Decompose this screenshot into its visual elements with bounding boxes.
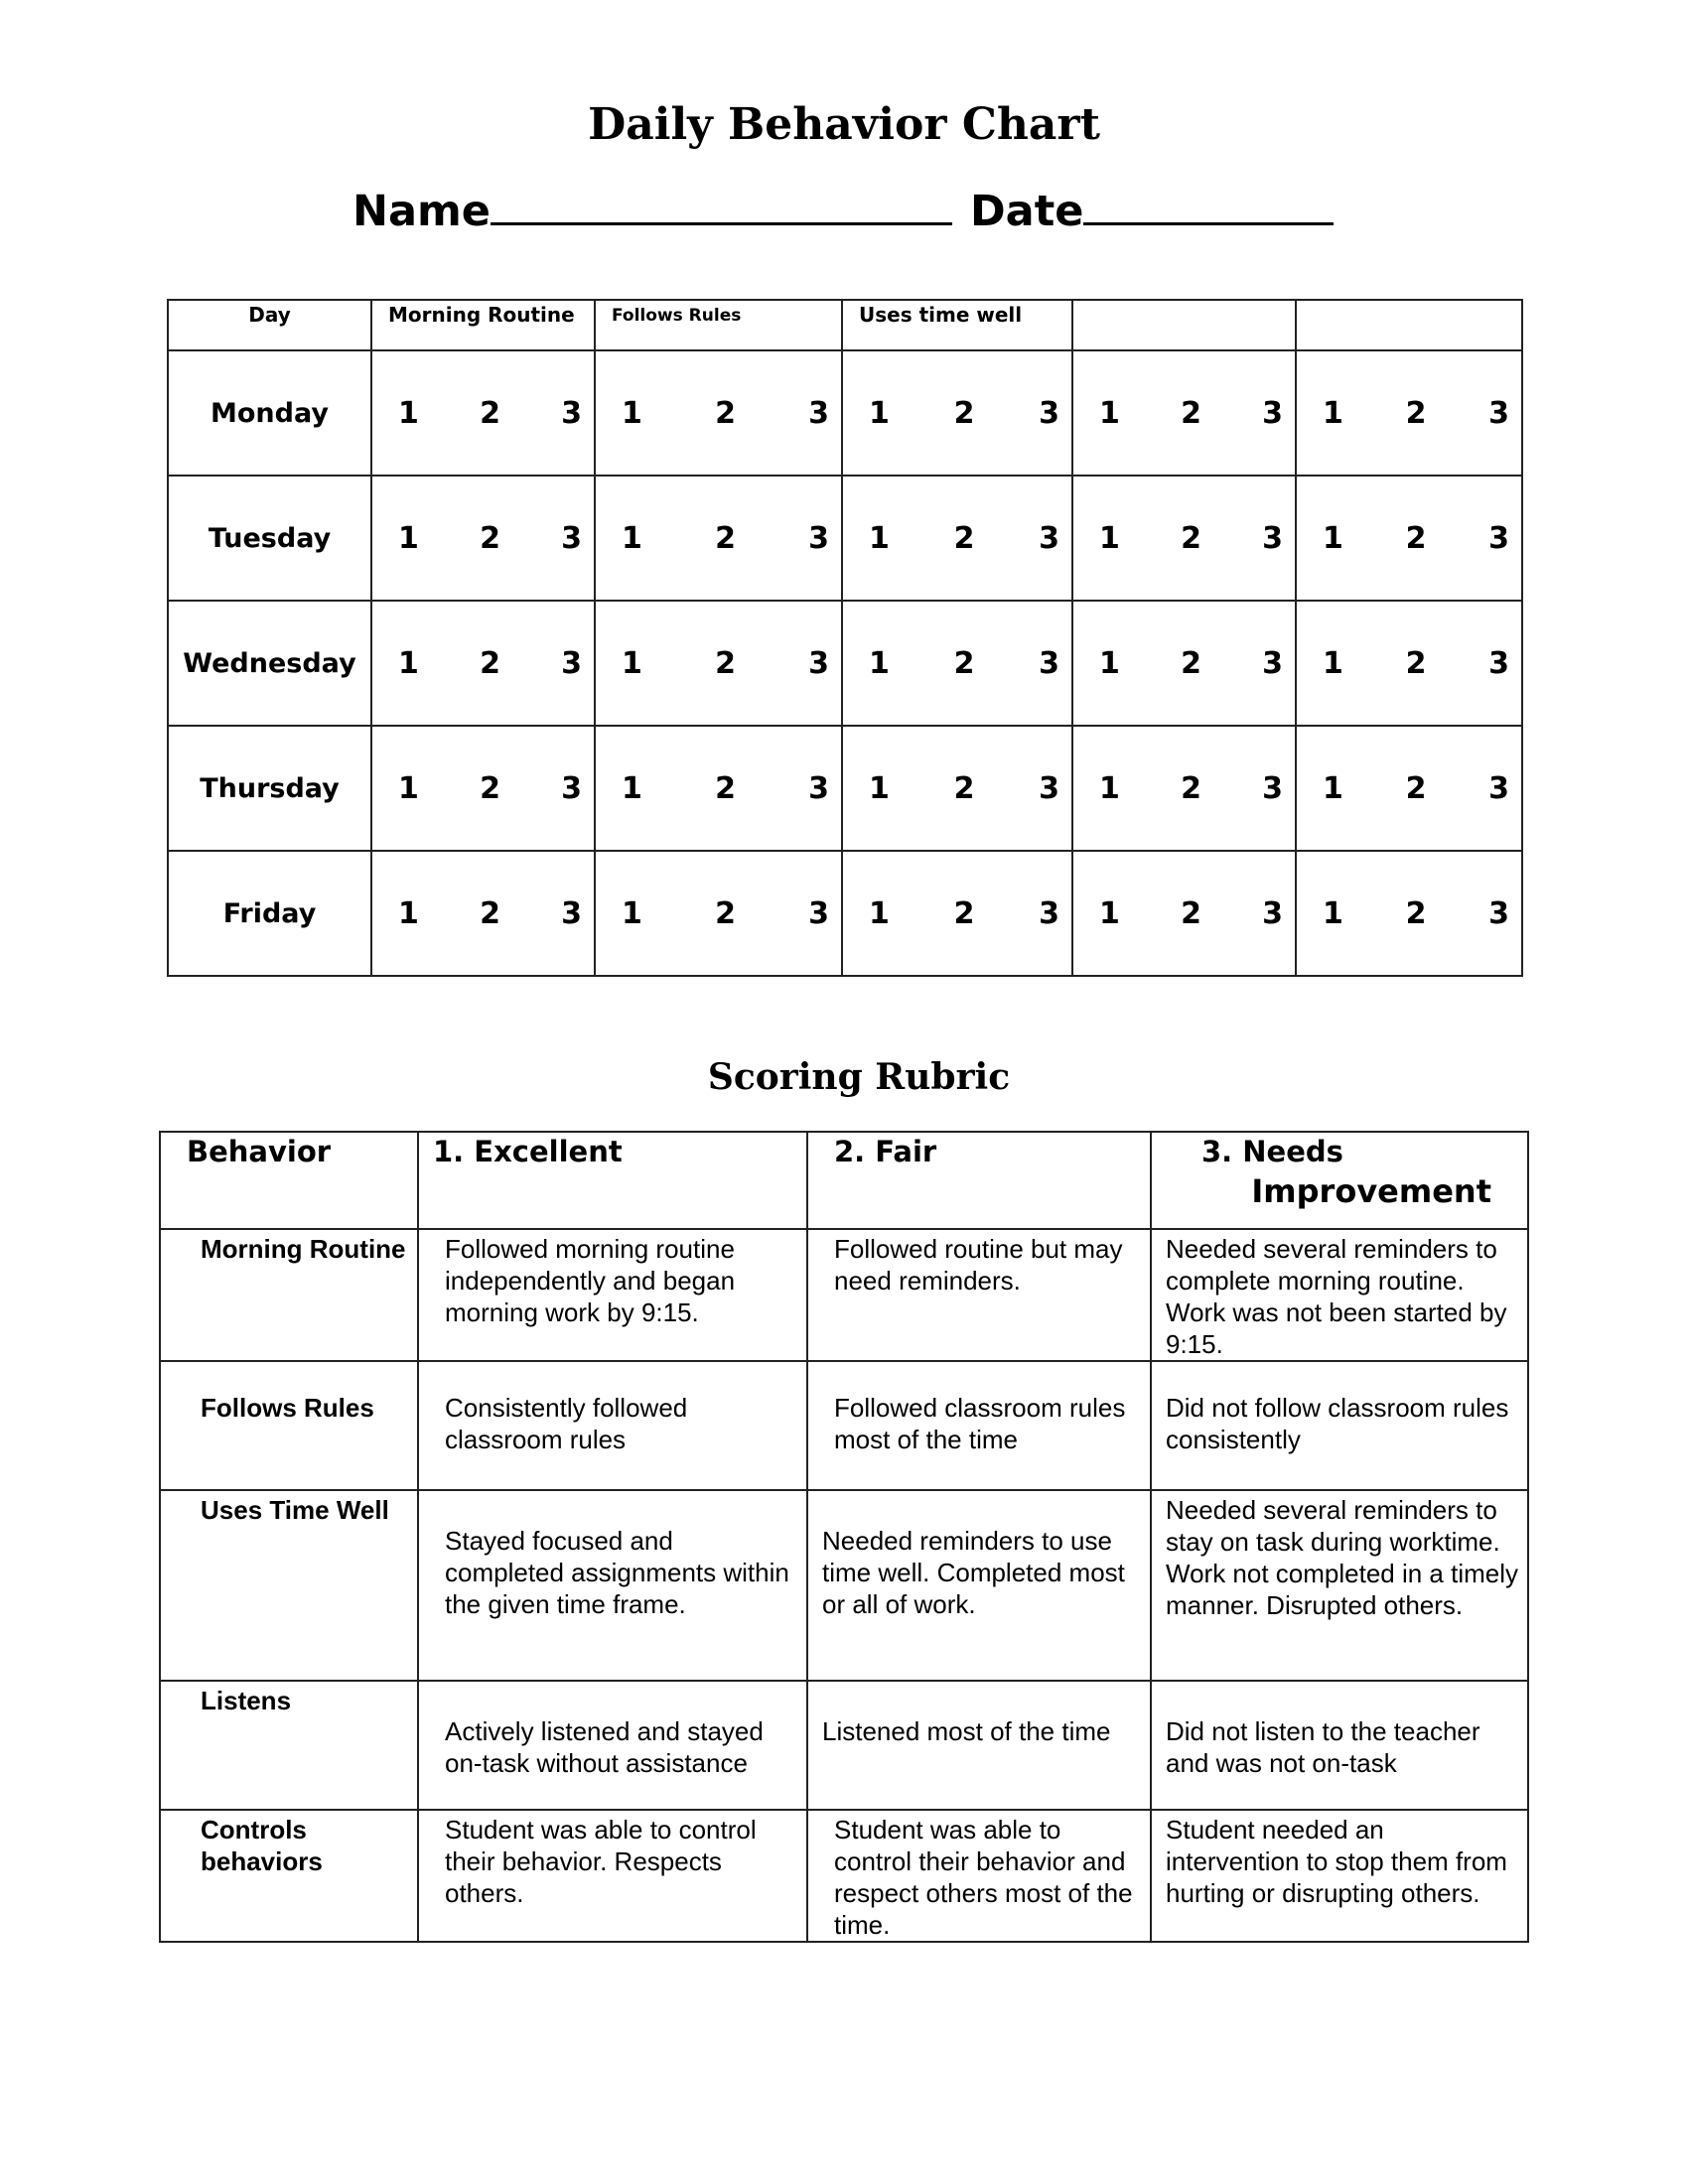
score-option[interactable]: 2: [1181, 395, 1201, 431]
score-option[interactable]: 2: [1405, 520, 1427, 556]
header-day: Day: [168, 300, 371, 350]
score-cell: [1072, 851, 1296, 976]
score-option[interactable]: 2: [715, 520, 736, 556]
score-option[interactable]: 1: [1099, 770, 1120, 806]
score-cell: [595, 601, 842, 726]
score-option[interactable]: 3: [1039, 645, 1059, 681]
rubric-needs: Student needed an intervention to stop them from hurting or disrupting others.: [1151, 1810, 1528, 1942]
score-cell: [842, 601, 1072, 726]
rubric-needs: Needed several reminders to complete morning routine. Work was not been started by 9:15.: [1151, 1229, 1528, 1361]
score-option[interactable]: 1: [622, 895, 642, 931]
score-option[interactable]: 2: [953, 645, 975, 681]
score-option[interactable]: 3: [1488, 395, 1509, 431]
behavior-chart: [167, 299, 1523, 977]
rubric-fair: Listened most of the time: [807, 1681, 1151, 1810]
score-cell: [595, 476, 842, 601]
rubric-needs: Did not follow classroom rules consistently: [1151, 1361, 1528, 1490]
score-option[interactable]: 1: [1099, 395, 1120, 431]
rubric-row: [160, 1229, 1528, 1361]
rubric-fair: Needed reminders to use time well. Completed most or all of work.: [807, 1490, 1151, 1681]
score-option[interactable]: 2: [715, 895, 736, 931]
rubric-title: Scoring Rubric: [707, 1056, 1011, 1098]
name-date-line: [352, 179, 1334, 236]
score-option[interactable]: 2: [480, 645, 500, 681]
score-cell: [371, 476, 595, 601]
rubric-behavior: Listens: [160, 1681, 418, 1810]
score-cell: [1072, 726, 1296, 851]
score-option[interactable]: 1: [869, 645, 890, 681]
score-option[interactable]: 1: [869, 770, 890, 806]
score-option[interactable]: 1: [1099, 895, 1120, 931]
score-option[interactable]: 1: [398, 895, 419, 931]
day-label: Thursday: [168, 726, 371, 851]
score-option[interactable]: 1: [1099, 645, 1120, 681]
score-cell: [371, 726, 595, 851]
header-blank-1: [1072, 300, 1296, 350]
rubric-fair: Student was able to control their behavior and respect others most of the time.: [807, 1810, 1151, 1942]
date-label: Date: [969, 187, 1084, 236]
score-cell: [1072, 476, 1296, 601]
score-option[interactable]: 1: [1099, 520, 1120, 556]
rubric-header-needs-line1: 3. Needs: [1201, 1135, 1343, 1168]
rubric-header-needs-improvement: [1151, 1132, 1528, 1229]
score-option[interactable]: 1: [869, 520, 890, 556]
score-option[interactable]: 3: [1262, 520, 1283, 556]
score-cell: [842, 851, 1072, 976]
name-label: Name: [352, 187, 491, 236]
chart-row: [168, 726, 1522, 851]
score-option[interactable]: 2: [953, 520, 975, 556]
page-title: Daily Behavior Chart: [588, 99, 1100, 150]
score-option[interactable]: 3: [1039, 895, 1059, 931]
score-cell: [595, 350, 842, 476]
chart-row: [168, 476, 1522, 601]
score-cell: [842, 350, 1072, 476]
score-option[interactable]: 3: [808, 395, 829, 431]
score-option[interactable]: 1: [398, 645, 419, 681]
rubric-excellent: Stayed focused and completed assignments within the given time frame.: [418, 1490, 807, 1681]
score-option[interactable]: 1: [622, 770, 642, 806]
score-option[interactable]: 3: [1262, 895, 1283, 931]
score-option[interactable]: 3: [1488, 770, 1509, 806]
score-option[interactable]: 3: [1488, 645, 1509, 681]
score-option[interactable]: 2: [1181, 520, 1201, 556]
day-label: Monday: [168, 350, 371, 476]
score-option[interactable]: 3: [561, 395, 582, 431]
score-cell: [1296, 851, 1522, 976]
score-cell: [595, 851, 842, 976]
score-cell: [371, 601, 595, 726]
score-cell: [1296, 476, 1522, 601]
score-cell: [595, 726, 842, 851]
score-cell: [842, 476, 1072, 601]
rubric-fair: Followed routine but may need reminders.: [807, 1229, 1151, 1361]
rubric-header-excellent: 1. Excellent: [418, 1132, 807, 1229]
name-blank[interactable]: [491, 179, 952, 225]
score-option[interactable]: 3: [1488, 520, 1509, 556]
score-option[interactable]: 2: [1405, 770, 1427, 806]
date-blank[interactable]: [1083, 179, 1334, 225]
rubric-needs: Did not listen to the teacher and was not on-task: [1151, 1681, 1528, 1810]
score-option[interactable]: 3: [808, 645, 829, 681]
rubric-behavior: Uses Time Well: [160, 1490, 418, 1681]
score-option[interactable]: 2: [953, 895, 975, 931]
score-cell: [1072, 350, 1296, 476]
score-option[interactable]: 1: [1323, 645, 1343, 681]
header-uses-time-well: Uses time well: [842, 300, 1072, 350]
rubric-behavior: Follows Rules: [160, 1361, 418, 1490]
score-option[interactable]: 2: [1405, 895, 1427, 931]
score-cell: [842, 726, 1072, 851]
score-option[interactable]: 2: [1181, 770, 1201, 806]
score-option[interactable]: 3: [1488, 895, 1509, 931]
score-option[interactable]: 3: [1039, 520, 1059, 556]
score-option[interactable]: 1: [869, 395, 890, 431]
rubric-header-behavior: Behavior: [160, 1132, 418, 1229]
score-cell: [1296, 726, 1522, 851]
score-option[interactable]: 3: [808, 895, 829, 931]
score-cell: [1072, 601, 1296, 726]
rubric-excellent: Actively listened and stayed on-task without assistance: [418, 1681, 807, 1810]
score-option[interactable]: 2: [715, 395, 736, 431]
score-option[interactable]: 2: [1405, 645, 1427, 681]
score-option[interactable]: 1: [1323, 395, 1343, 431]
rubric-behavior: Controls behaviors: [160, 1810, 418, 1942]
score-option[interactable]: 3: [561, 895, 582, 931]
day-label: Wednesday: [168, 601, 371, 726]
score-option[interactable]: 3: [1262, 395, 1283, 431]
score-option[interactable]: 2: [480, 895, 500, 931]
score-option[interactable]: 3: [561, 645, 582, 681]
score-option[interactable]: 1: [1323, 520, 1343, 556]
rubric-row: [160, 1361, 1528, 1490]
chart-row: [168, 601, 1522, 726]
rubric-header-needs-line2: Improvement: [1251, 1172, 1491, 1210]
rubric-fair: Followed classroom rules most of the time: [807, 1361, 1151, 1490]
score-cell: [371, 851, 595, 976]
rubric-excellent: Consistently followed classroom rules: [418, 1361, 807, 1490]
score-option[interactable]: 1: [1323, 770, 1343, 806]
score-cell: [371, 350, 595, 476]
day-label: Tuesday: [168, 476, 371, 601]
scoring-rubric: [159, 1131, 1529, 1943]
rubric-excellent: Student was able to control their behavior. Respects others.: [418, 1810, 807, 1942]
score-option[interactable]: 3: [1039, 770, 1059, 806]
score-option[interactable]: 2: [715, 645, 736, 681]
score-option[interactable]: 2: [953, 770, 975, 806]
rubric-excellent: Followed morning routine independently and began morning work by 9:15.: [418, 1229, 807, 1361]
rubric-row: [160, 1681, 1528, 1810]
score-option[interactable]: 1: [622, 520, 642, 556]
score-cell: [1296, 601, 1522, 726]
score-option[interactable]: 3: [808, 520, 829, 556]
score-option[interactable]: 1: [869, 895, 890, 931]
score-option[interactable]: 1: [398, 520, 419, 556]
chart-row: [168, 851, 1522, 976]
score-option[interactable]: 1: [1323, 895, 1343, 931]
score-option[interactable]: 2: [480, 395, 500, 431]
rubric-needs: Needed several reminders to stay on task during worktime. Work not completed in a timely manner. Disrupted others.: [1151, 1490, 1528, 1681]
score-option[interactable]: 3: [561, 770, 582, 806]
score-option[interactable]: 2: [1181, 645, 1201, 681]
score-option[interactable]: 3: [561, 520, 582, 556]
day-label: Friday: [168, 851, 371, 976]
score-option[interactable]: 2: [953, 395, 975, 431]
rubric-row: [160, 1490, 1528, 1681]
header-blank-2: [1296, 300, 1522, 350]
score-option[interactable]: 3: [1262, 770, 1283, 806]
score-option[interactable]: 1: [398, 770, 419, 806]
score-option[interactable]: 1: [622, 395, 642, 431]
score-option[interactable]: 1: [622, 645, 642, 681]
rubric-row: [160, 1810, 1528, 1942]
score-option[interactable]: 2: [480, 520, 500, 556]
score-option[interactable]: 2: [715, 770, 736, 806]
score-option[interactable]: 1: [398, 395, 419, 431]
header-morning-routine: Morning Routine: [371, 300, 595, 350]
score-option[interactable]: 2: [480, 770, 500, 806]
score-option[interactable]: 2: [1405, 395, 1427, 431]
score-option[interactable]: 3: [808, 770, 829, 806]
chart-row: [168, 350, 1522, 476]
score-option[interactable]: 2: [1181, 895, 1201, 931]
score-cell: [1296, 350, 1522, 476]
rubric-behavior: Morning Routine: [160, 1229, 418, 1361]
score-option[interactable]: 3: [1039, 395, 1059, 431]
header-follows-rules: Follows Rules: [595, 300, 842, 350]
rubric-header-fair: 2. Fair: [807, 1132, 1151, 1229]
score-option[interactable]: 3: [1262, 645, 1283, 681]
